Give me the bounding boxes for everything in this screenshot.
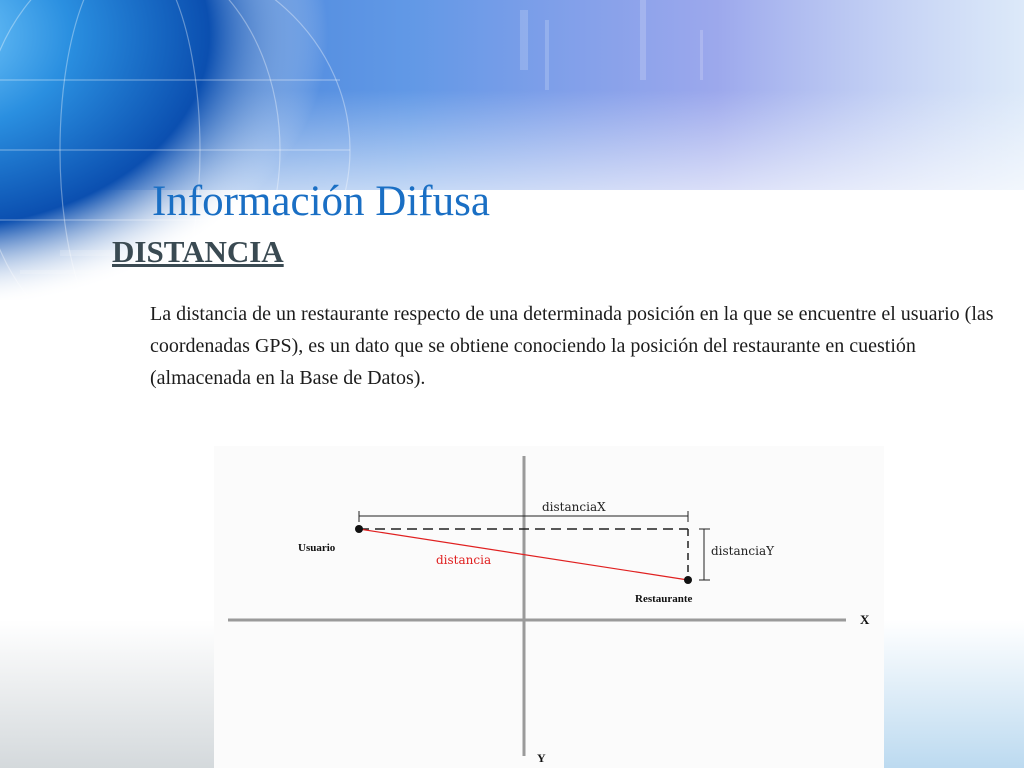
usuario-point: [355, 525, 363, 533]
distanciaX-label: distanciaX: [542, 500, 606, 514]
diagram-background: [214, 446, 884, 768]
y-axis-label: Y: [537, 751, 546, 765]
distance-label: distancia: [436, 553, 492, 567]
distance-diagram: [214, 446, 884, 768]
slide-title: Información Difusa: [152, 178, 490, 225]
body-paragraph: La distancia de un restaurante respecto de una determinada posición en la que se encuentre el usuario (las coordenadas GPS), es un dato que se obtiene conociendo la posición del restaurante en cuestión (almacenada en la Base de Datos).: [150, 303, 994, 389]
x-axis-label: X: [860, 612, 870, 627]
restaurante-label: Restaurante: [635, 593, 693, 605]
usuario-label: Usuario: [298, 542, 336, 554]
section-heading: DISTANCIA: [112, 234, 284, 269]
distanciaY-label: distanciaY: [711, 544, 775, 558]
restaurante-point: [684, 576, 692, 584]
